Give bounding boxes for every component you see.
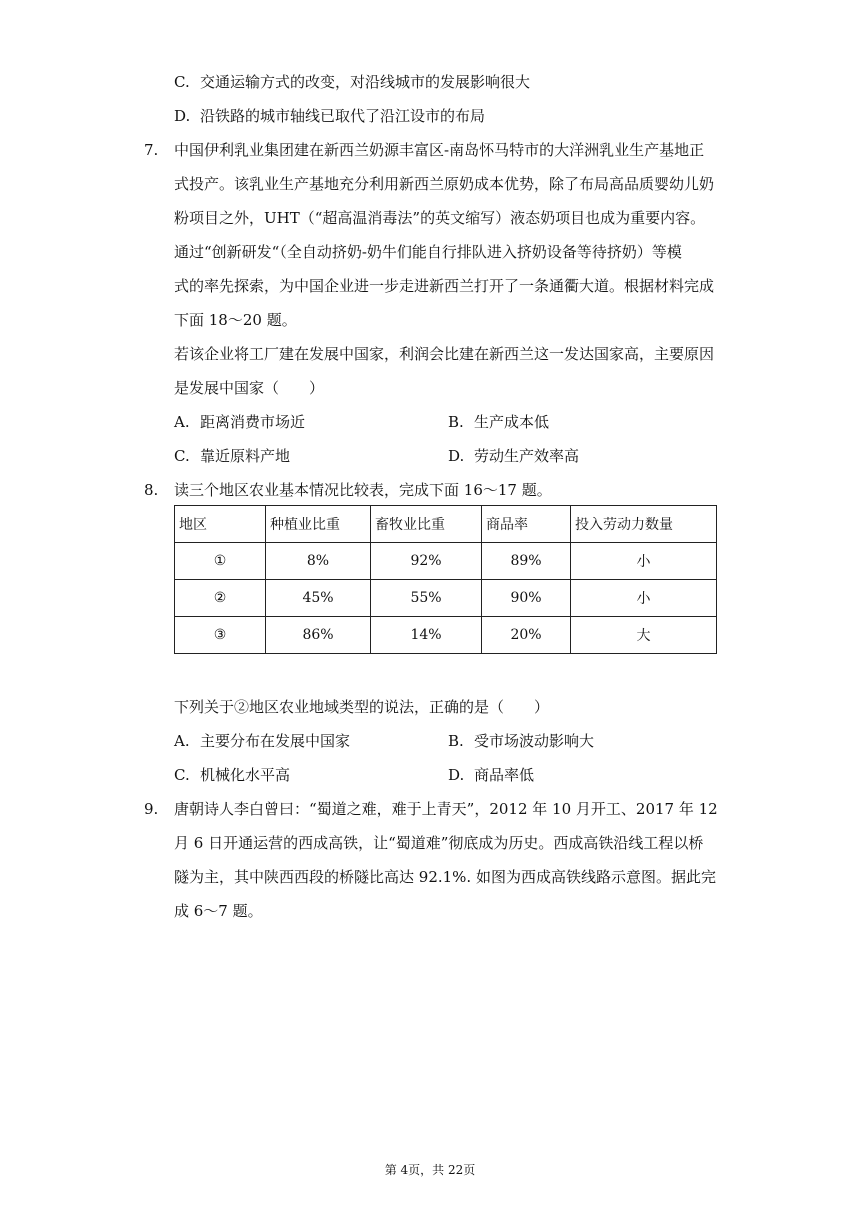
- option-c[interactable]: [174, 765, 290, 785]
- question-7-prompt: 若该企业将工厂建在发展中国家，利润会比建在新西兰这一发达国家高，主要原因: [174, 345, 715, 363]
- table-cell: 89%: [482, 543, 571, 580]
- option-text: 商品率低: [474, 766, 535, 784]
- table-cell: ①: [175, 543, 266, 580]
- question-7-line: 通过“创新研发“（全自动挤奶-奶牛们能自行排队进入挤奶设备等待挤奶）等模: [174, 243, 682, 261]
- table-cell: 小: [571, 580, 717, 617]
- table-cell: 20%: [482, 617, 571, 654]
- question-7-line: 粉项目之外，UHT（“超高温消毒法”的英文缩写）液态奶项目也成为重要内容。: [174, 209, 706, 227]
- question-9-line: 成 6～7 题。: [174, 902, 263, 920]
- option-letter: A.: [174, 413, 190, 431]
- table-header-cell: 种植业比重: [266, 506, 371, 543]
- option-letter: D.: [448, 766, 465, 784]
- option-a[interactable]: [174, 731, 350, 751]
- page-footer: 第 4页，共 22页: [384, 1163, 476, 1177]
- question-9-line: 隧为主，其中陕西西段的桥隧比高达 92.1%. 如图为西成高铁线路示意图。据此完: [174, 868, 716, 886]
- option-a[interactable]: [174, 412, 305, 432]
- table-header-cell: 商品率: [482, 506, 571, 543]
- table-cell: 小: [571, 543, 717, 580]
- option-text: 生产成本低: [474, 413, 550, 431]
- option-letter: D.: [174, 107, 191, 125]
- option-letter: C.: [174, 73, 190, 91]
- question-9-line: 唐朝诗人李白曾曰：“蜀道之难，难于上青天”，2012 年 10 月开工、2017 年 12: [174, 800, 718, 818]
- table-header-row: [175, 506, 717, 543]
- option-letter: C.: [174, 766, 190, 784]
- option-text: 受市场波动影响大: [474, 732, 595, 750]
- option-text: 主要分布在发展中国家: [200, 732, 351, 750]
- option-d-prev: [174, 106, 485, 126]
- agriculture-comparison-table: [174, 505, 717, 654]
- option-c-prev: [174, 72, 530, 92]
- table-cell: ③: [175, 617, 266, 654]
- option-letter: A.: [174, 732, 190, 750]
- question-8-prompt: 下列关于②地区农业地域类型的说法，正确的是（ ）: [174, 698, 550, 716]
- option-d[interactable]: [448, 446, 579, 466]
- option-letter: B.: [448, 732, 464, 750]
- table-cell: 14%: [371, 617, 482, 654]
- option-letter: C.: [174, 447, 190, 465]
- table-cell: 86%: [266, 617, 371, 654]
- option-b[interactable]: [448, 731, 594, 751]
- option-text: 沿铁路的城市轴线已取代了沿江设市的布局: [200, 107, 486, 125]
- option-letter: D.: [448, 447, 465, 465]
- table-cell: 45%: [266, 580, 371, 617]
- option-text: 交通运输方式的改变，对沿线城市的发展影响很大: [200, 73, 531, 91]
- table-row: [175, 543, 717, 580]
- question-7-line: 中国伊利乳业集团建在新西兰奶源丰富区-南岛怀马特市的大洋洲乳业生产基地正: [174, 141, 705, 159]
- table-cell: 8%: [266, 543, 371, 580]
- table-header-cell: 地区: [175, 506, 266, 543]
- question-9-number: 9.: [144, 800, 159, 818]
- question-7-line: 式的率先探索，为中国企业进一步走进新西兰打开了一条通衢大道。根据材料完成: [174, 277, 715, 295]
- question-8-intro: 读三个地区农业基本情况比较表，完成下面 16～17 题。: [174, 481, 552, 499]
- table-cell: 92%: [371, 543, 482, 580]
- question-7-number: 7.: [144, 141, 159, 159]
- table-row: [175, 617, 717, 654]
- question-7-line: 式投产。该乳业生产基地充分利用新西兰原奶成本优势，除了布局高品质婴幼儿奶: [174, 175, 715, 193]
- option-text: 机械化水平高: [200, 766, 291, 784]
- option-text: 靠近原料产地: [200, 447, 291, 465]
- table-header-cell: 畜牧业比重: [371, 506, 482, 543]
- question-7-prompt: 是发展中国家（ ）: [174, 379, 325, 397]
- table-row: [175, 580, 717, 617]
- option-text: 劳动生产效率高: [474, 447, 580, 465]
- table-cell: 55%: [371, 580, 482, 617]
- option-d[interactable]: [448, 765, 534, 785]
- question-9-line: 月 6 日开通运营的西成高铁，让“蜀道难”彻底成为历史。西成高铁沿线工程以桥: [174, 834, 704, 852]
- option-b[interactable]: [448, 412, 549, 432]
- option-letter: B.: [448, 413, 464, 431]
- question-8-number: 8.: [144, 481, 159, 499]
- question-7-line: 下面 18～20 题。: [174, 311, 297, 329]
- option-text: 距离消费市场近: [200, 413, 306, 431]
- table-header-cell: 投入劳动力数量: [571, 506, 717, 543]
- table-cell: ②: [175, 580, 266, 617]
- table-cell: 大: [571, 617, 717, 654]
- table-cell: 90%: [482, 580, 571, 617]
- option-c[interactable]: [174, 446, 290, 466]
